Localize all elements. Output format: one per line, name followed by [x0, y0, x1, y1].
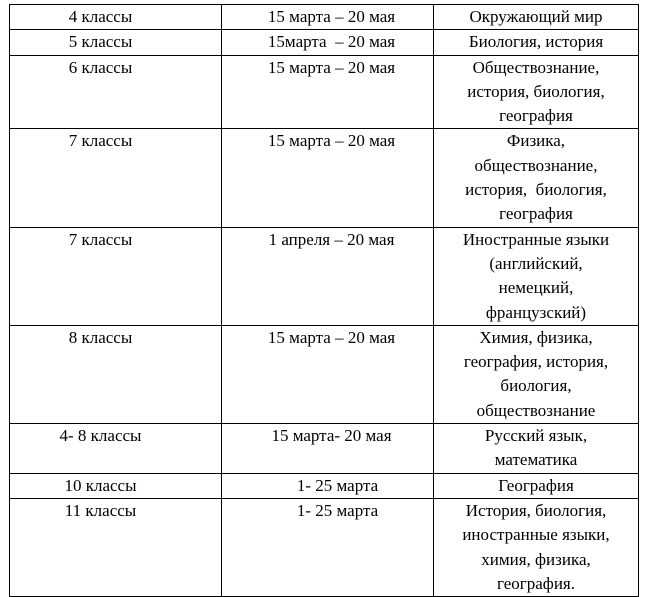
class-cell [10, 227, 222, 325]
table-row [10, 5, 639, 30]
subject-line: география, история, [463, 352, 609, 372]
schedule-table-body [10, 5, 639, 597]
class-label: 10 классы [64, 475, 137, 495]
class-cell [10, 30, 222, 55]
dates-cell [222, 424, 434, 474]
dates-cell [222, 129, 434, 227]
class-cell [10, 5, 222, 30]
dates-cell [222, 473, 434, 498]
subject-line: Иностранные языки [462, 229, 610, 249]
subject-line: обществознание [476, 400, 596, 420]
dates-cell [222, 5, 434, 30]
subject-line: география [499, 106, 573, 126]
subject-line: Химия, физика, [479, 327, 593, 347]
class-label: 7 классы [68, 131, 133, 151]
table-row [10, 498, 639, 596]
dates-cell [222, 227, 434, 325]
table-row [10, 424, 639, 474]
dates-cell [222, 30, 434, 55]
subject-line: химия, физика, [481, 549, 591, 569]
subject-line: немецкий, [498, 278, 574, 298]
dates-label: 1- 25 марта [296, 500, 379, 520]
table-row [10, 55, 639, 129]
dates-label: 15 марта – 20 мая [267, 327, 396, 347]
table-row [10, 129, 639, 227]
subject-line: география [499, 204, 573, 224]
subjects-cell [434, 227, 639, 325]
table-row [10, 473, 639, 498]
dates-label: 15 марта – 20 мая [267, 131, 396, 151]
dates-cell [222, 55, 434, 129]
subject-line: Окружающий мир [469, 7, 603, 26]
dates-label: 1- 25 марта [296, 475, 379, 495]
subject-line: География [498, 475, 574, 495]
subjects-cell [434, 325, 639, 423]
subject-line: обществознание, [474, 155, 598, 175]
class-label: 6 классы [68, 57, 133, 77]
class-cell [10, 473, 222, 498]
class-cell [10, 424, 222, 474]
subject-line: французский) [485, 302, 587, 322]
class-label: 5 классы [68, 32, 133, 52]
dates-label: 15марта – 20 мая [267, 32, 396, 52]
dates-label: 15 марта – 20 мая [267, 57, 396, 77]
dates-label: 15 марта- 20 мая [271, 426, 392, 446]
subject-line: Физика, [506, 131, 566, 151]
subject-line: Обществознание, [472, 57, 600, 77]
subject-line: Биология, история [468, 32, 604, 52]
subjects-cell [434, 498, 639, 596]
subjects-cell [434, 473, 639, 498]
table-row [10, 30, 639, 55]
dates-label: 15 марта – 20 мая [267, 7, 396, 26]
subject-line: История, биология, [465, 500, 607, 520]
subject-line: биология, [500, 376, 572, 396]
class-label: 8 классы [68, 327, 133, 347]
subject-line: Русский язык, [484, 426, 588, 446]
subjects-cell [434, 30, 639, 55]
subjects-cell [434, 424, 639, 474]
class-cell [10, 498, 222, 596]
subjects-cell [434, 55, 639, 129]
class-label: 4- 8 классы [59, 426, 142, 446]
class-label: 7 классы [68, 229, 133, 249]
class-cell [10, 129, 222, 227]
class-label: 11 классы [64, 500, 137, 520]
dates-cell [222, 325, 434, 423]
dates-cell [222, 498, 434, 596]
class-cell [10, 55, 222, 129]
subject-line: география. [497, 573, 575, 593]
subject-line: математика [494, 450, 578, 470]
subjects-cell [434, 129, 639, 227]
schedule-table [9, 4, 639, 597]
class-label: 4 классы [68, 7, 133, 26]
subject-line: (английский, [489, 253, 583, 273]
subject-line: история, биология, [467, 81, 605, 101]
class-cell [10, 325, 222, 423]
table-row [10, 325, 639, 423]
table-row [10, 227, 639, 325]
subject-line: история, биология, [465, 180, 607, 200]
subject-line: иностранные языки, [462, 525, 610, 545]
subjects-cell [434, 5, 639, 30]
dates-label: 1 апреля – 20 мая [268, 229, 395, 249]
